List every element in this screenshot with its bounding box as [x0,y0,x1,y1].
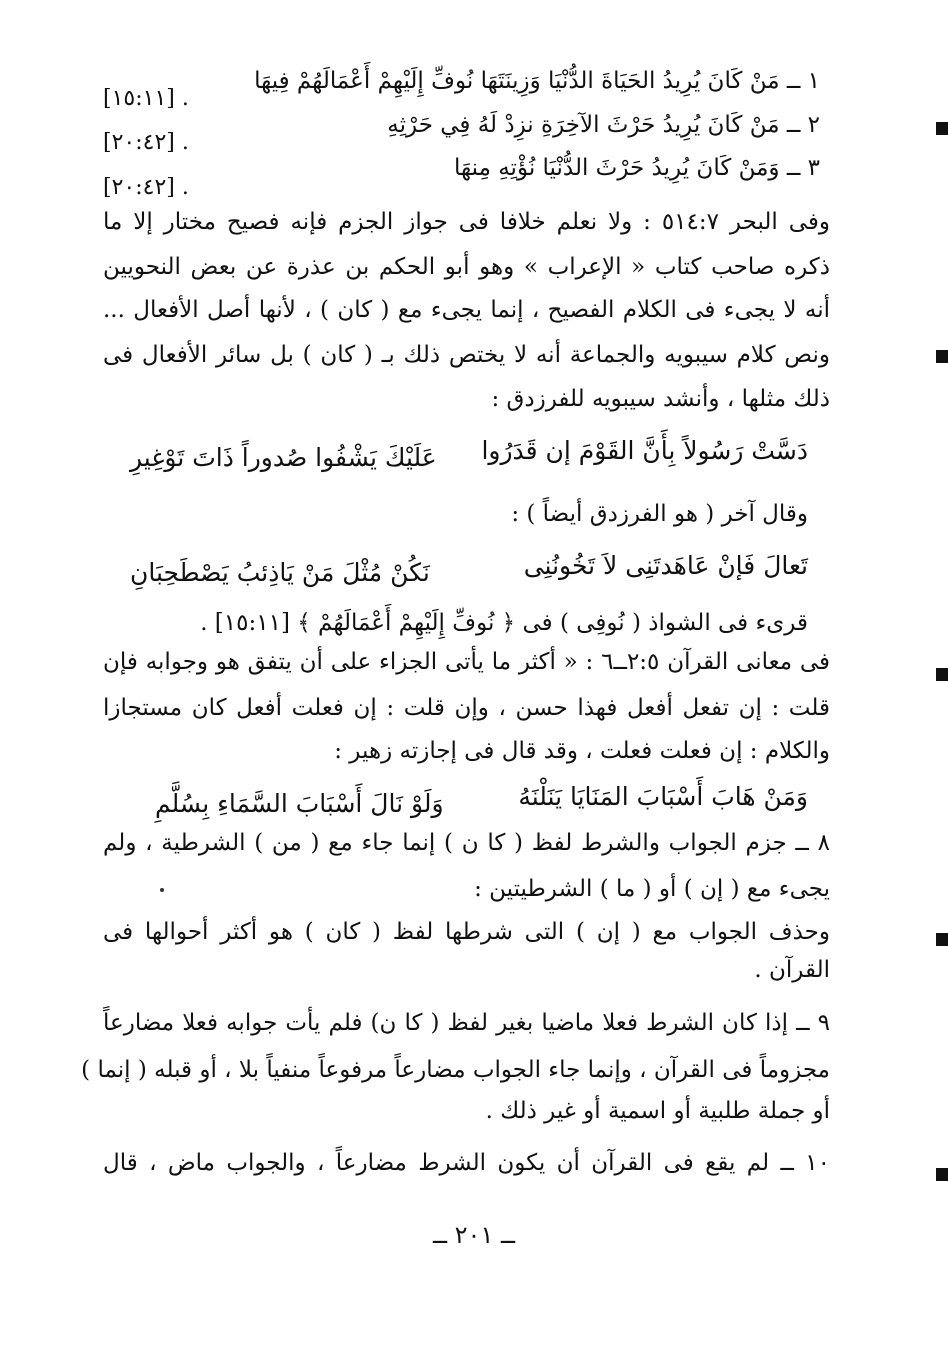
verse-line: ٣ ــ وَمَنْ كَانَ يُرِيدُ حَرْثَ الدُّنْيَا نُؤْتِهِ مِنهَا [454,155,820,181]
poem-hemistich-second: نَكُنْ مُثْلَ مَنْ يَاذِئبُ يَصْطَحِبَانِ [130,558,430,587]
body-line: ونص كلام سيبويه والجماعة أنه لا يختص ذلك بـ ( كان ) بل سائر الأفعال فى [103,342,830,368]
body-line: وفى البحر ٥١٤:٧ : ولا نعلم خلافا فى جواز الجزم فإنه فصيح مختار إلا ما [103,209,830,235]
verse-reference: [٢٠:٤٢] . [103,130,189,155]
body-line: فى معانى القرآن ٢:٥ــ٦ : « أكثر ما يأتى الجزاء على أن يتفق هو وجوابه فإن [103,649,830,675]
scan-edge-mark [936,1168,948,1181]
scan-speck [160,888,164,892]
verse-reference: [١٥:١١] . [103,86,189,111]
poem-hemistich-second: وَلَوْ نَالَ أَسْبَابَ السَّمَاءِ بِسُلَّمِ [155,789,444,818]
body-line: وقال آخر ( هو الفرزدق أيضاً ) : [511,501,808,527]
verse-line: ٢ ــ مَنْ كَانَ يُرِيدُ حَرْثَ الآخِرَةِ نزِدْ لَهُ فِي حَرْثِهِ [387,112,820,138]
body-line: ٩ ــ إذا كان الشرط فعلا ماضيا بغير لفظ ( كا ن) فلم يأت جوابه فعلا مضارعاً [103,1010,830,1036]
scan-edge-mark [936,668,948,681]
body-line: وحذف الجواب مع ( إن ) التى شرطها لفظ ( كان ) هو أكثر أحوالها فى [103,919,830,945]
body-line: ١٠ ــ لم يقع فى القرآن أن يكون الشرط مضارعاً ، والجواب ماض ، قال [103,1150,830,1176]
body-line: أنه لا يجىء فى الكلام الفصيح ، إنما يجىء مع ( كان ) ، لأنها أصل الأفعال ... [103,297,830,323]
body-line: مجزوماً فى القرآن ، وإنما جاء الجواب مضارعاً مرفوعاً منفياً بلا ، أو قبله ( إنما ) [81,1057,830,1083]
body-line: ذكره صاحب كتاب « الإعراب » وهو أبو الحكم بن عذرة عن بعض النحويين [103,254,830,280]
page-number: ــ ٢٠١ ــ [432,1221,516,1249]
body-line: والكلام : إن فعلت فعلت ، وقد قال فى إجازته زهير : [334,738,830,764]
verse-reference: [٢٠:٤٢] . [103,175,189,200]
body-line: قلت : إن تفعل أفعل فهذا حسن ، وإن قلت : إن فعلت أفعل كان مستجازا [103,695,830,721]
body-line: قرىء فى الشواذ ( نُوفِى ) فى ﴿ نُوفِّ إِلَيْهِمْ أَعْمَالَهُمْ ﴾ [١٥:١١] . [200,610,808,636]
poem-hemistich-first: تَعالَ فَإنْ عَاهَدتَنِى لاَ تَخُونُنِى [523,551,808,580]
body-line: ٨ ــ جزم الجواب والشرط لفظ ( كا ن ) إنما جاء مع ( من ) الشرطية ، ولم [103,830,830,856]
scan-edge-mark [936,122,948,135]
poem-hemistich-second: عَلَيْكَ يَشْفُوا صُدوراً ذَاتَ تَوْغِيرِ [130,443,437,472]
scan-edge-mark [936,933,948,946]
body-line: ذلك مثلها ، وأنشد سيبويه للفرزدق : [491,386,830,412]
body-line: أو جملة طلبية أو اسمية أو غير ذلك . [485,1098,830,1124]
scan-edge-mark [936,350,948,363]
body-line: يجىء مع ( إن ) أو ( ما ) الشرطيتين : [474,876,830,902]
verse-line: ١ ــ مَنْ كَانَ يُرِيدُ الحَيَاةَ الدُّنْيَا وَزِينَتَهَا نُوفِّ إِلَيْهِمْ أَعْمَالَهُمْ فِيهَا [254,68,820,94]
poem-hemistich-first: دَسَّتْ رَسُولاً بِأَنَّ القَوْمَ إن قَدَرُوا [481,436,808,465]
poem-hemistich-first: وَمَنْ هَابَ أَسْبَابَ المَنَايَا يَنَلْنَهُ [518,782,808,811]
body-line: القرآن . [754,957,830,983]
